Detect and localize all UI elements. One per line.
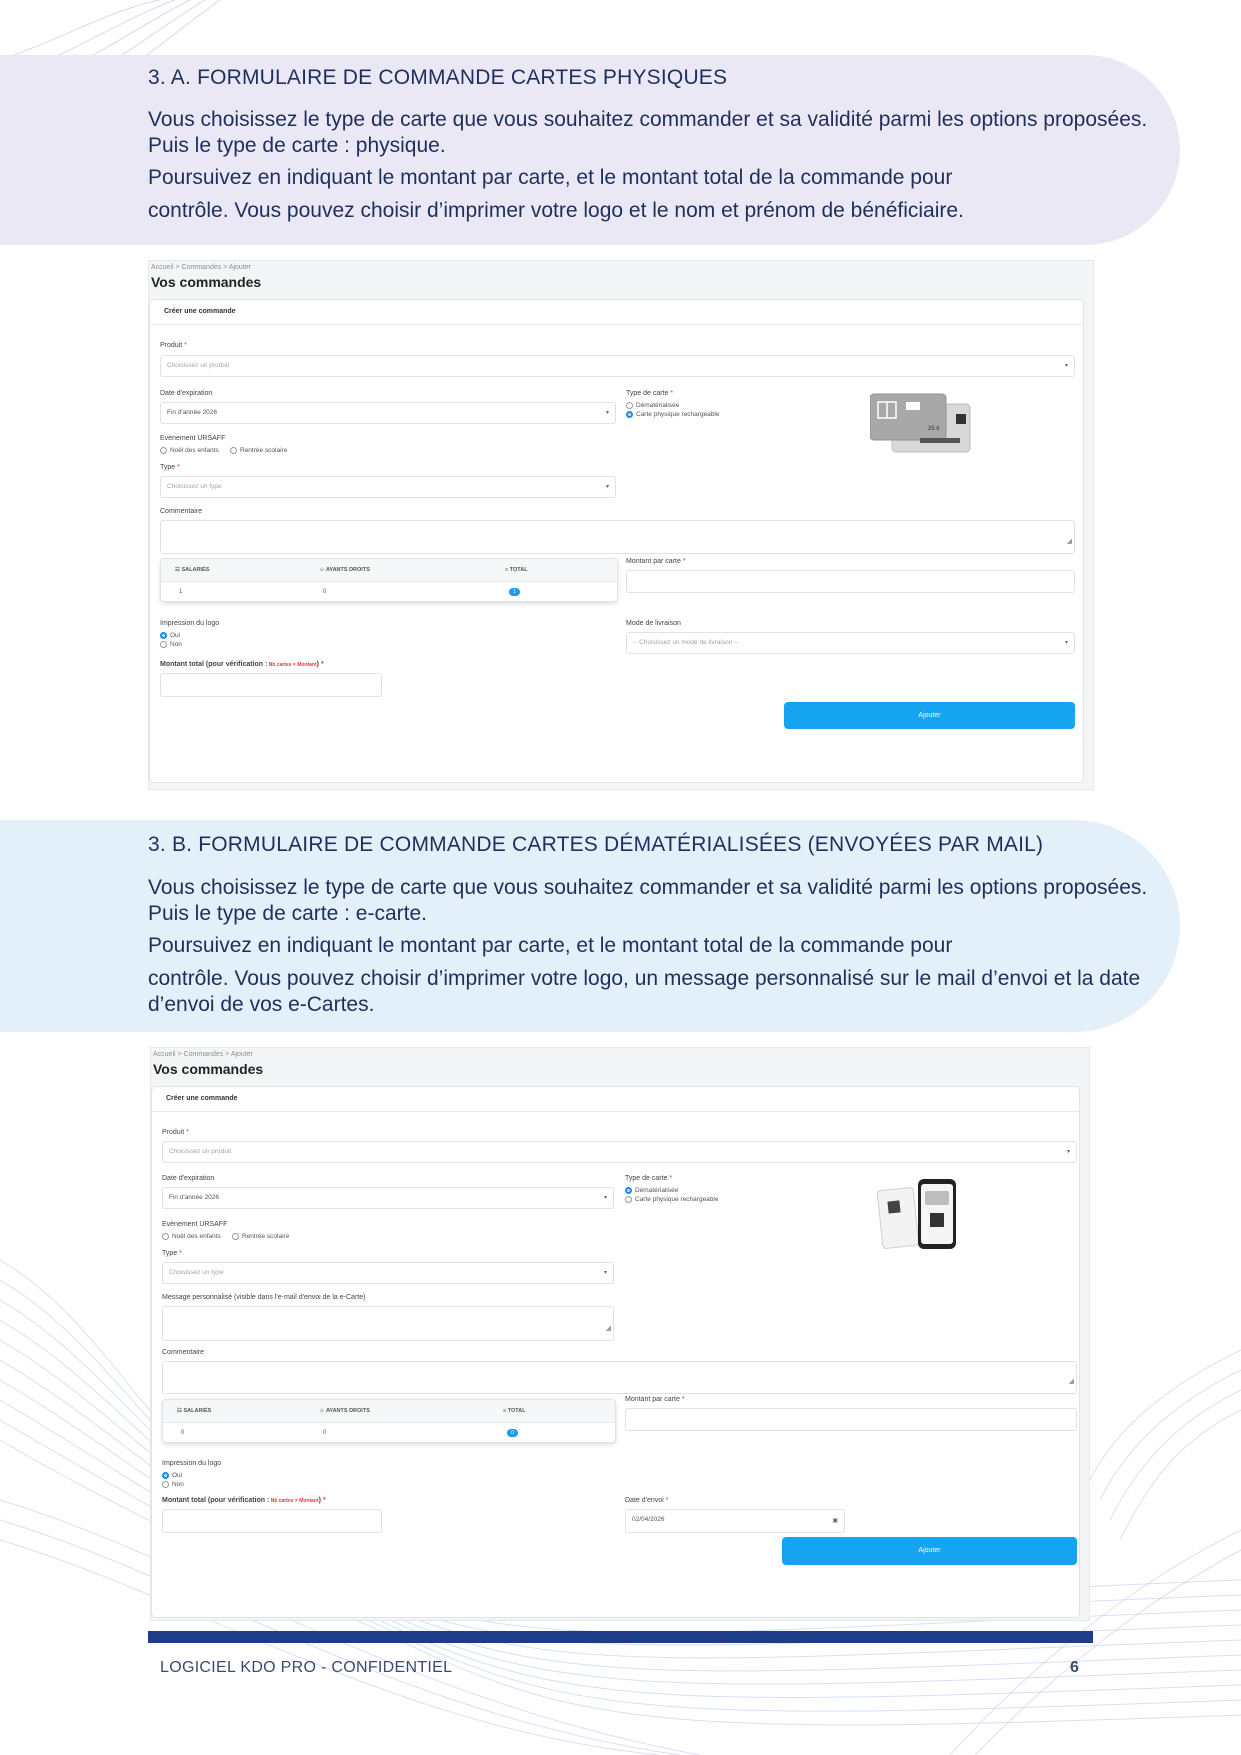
chevron-down-icon: ▾ bbox=[1064, 363, 1068, 369]
order-form-card bbox=[151, 1086, 1080, 1618]
logo-option-non[interactable]: Non bbox=[162, 1481, 184, 1488]
produit-label: Produit * bbox=[162, 1129, 189, 1136]
date-expiration-label: Date d'expiration bbox=[162, 1175, 215, 1182]
urssaf-label: Evènement URSAFF bbox=[160, 435, 226, 442]
chevron-down-icon: ▾ bbox=[605, 410, 609, 416]
radio-selected-icon[interactable] bbox=[162, 1472, 169, 1479]
page-title: Vos commandes bbox=[153, 1061, 264, 1077]
chevron-down-icon: ▾ bbox=[603, 1270, 607, 1276]
section-a-title: 3. A. FORMULAIRE DE COMMANDE CARTES PHYSIQUES bbox=[148, 66, 728, 89]
breadcrumb[interactable]: Accueil > Commandes > Ajouter bbox=[153, 1051, 253, 1058]
section-a-line3: contrôle. Vous pouvez choisir d’imprimer votre logo et le nom et prénom de bénéficiaire. bbox=[148, 199, 964, 222]
commentaire-label: Commentaire bbox=[162, 1349, 205, 1356]
footer-label: LOGICIEL KDO PRO - CONFIDENTIEL bbox=[160, 1659, 453, 1676]
screenshot-ecard-form bbox=[150, 1047, 1090, 1621]
mode-livraison-select[interactable]: -- Choisissez un mode de livraison -- ▾ bbox=[626, 632, 1075, 654]
page-title: Vos commandes bbox=[151, 274, 262, 290]
section-b-title: 3. B. FORMULAIRE DE COMMANDE CARTES DÉMATÉRIALISÉES (ENVOYÉES PAR MAIL) bbox=[148, 833, 1044, 856]
radio-icon[interactable] bbox=[232, 1233, 239, 1240]
message-personnalise-label: Message personnalisé (visible dans l'e-mail d'envoi de la e-Carte) bbox=[162, 1294, 366, 1301]
column-header-ayants-droits: ☺ AYANTS DROITS bbox=[319, 567, 370, 573]
section-a-description bbox=[148, 107, 1158, 224]
section-a-line2: Poursuivez en indiquant le montant par carte, et le montant total de la commande pour bbox=[148, 166, 953, 189]
column-header-total: ≡ TOTAL bbox=[505, 567, 528, 573]
type-carte-label: Type de carte * bbox=[625, 1175, 673, 1182]
table-header bbox=[163, 1400, 615, 1423]
logo-option-non[interactable]: Non bbox=[160, 641, 182, 648]
table-header bbox=[161, 559, 617, 582]
type-carte-physique[interactable]: Carte physique rechargeable bbox=[625, 1196, 718, 1203]
date-envoi-label: Date d'envoi * bbox=[625, 1497, 669, 1504]
urssaf-option-rentree[interactable]: Rentrée scolaire bbox=[230, 447, 287, 454]
type-label: Type * bbox=[160, 464, 180, 471]
card-title: Créer une commande bbox=[166, 1095, 238, 1102]
type-carte-label: Type de carte * bbox=[626, 390, 674, 397]
sum-icon: ≡ bbox=[505, 567, 509, 573]
type-carte-dematerialisee[interactable]: Dématérialisée bbox=[626, 402, 679, 409]
logo-option-oui[interactable]: Oui bbox=[162, 1472, 182, 1479]
table-cell-ayants-droits: 0 bbox=[323, 1430, 327, 1436]
radio-icon[interactable] bbox=[162, 1233, 169, 1240]
calendar-icon[interactable]: ▣ bbox=[832, 1518, 838, 1524]
date-expiration-select[interactable]: Fin d'année 2026 ▾ bbox=[160, 402, 616, 424]
date-expiration-select[interactable]: Fin d'année 2026 ▾ bbox=[162, 1187, 614, 1209]
radio-icon[interactable] bbox=[626, 402, 633, 409]
section-b-line3: contrôle. Vous pouvez choisir d’imprimer votre logo, un message personnalisé sur le mail d’envoi et la date d’envoi de vos e-Cartes. bbox=[148, 967, 1141, 1016]
montant-par-carte-input[interactable] bbox=[625, 1408, 1077, 1431]
radio-icon[interactable] bbox=[230, 447, 237, 454]
resize-handle-icon[interactable]: ◢ bbox=[605, 1325, 611, 1332]
breadcrumb[interactable]: Accueil > Commandes > Ajouter bbox=[151, 264, 251, 271]
screenshot-physical-card-form bbox=[148, 260, 1094, 790]
users-icon: ☷ bbox=[177, 1408, 182, 1414]
table-cell-ayants-droits: 0 bbox=[323, 589, 327, 595]
sum-icon: ≡ bbox=[503, 1408, 507, 1414]
card-header bbox=[150, 300, 1083, 325]
urssaf-option-noel[interactable]: Noël des enfants bbox=[160, 447, 219, 454]
montant-par-carte-label: Montant par carte * bbox=[626, 558, 686, 565]
card-title: Créer une commande bbox=[164, 308, 236, 315]
radio-icon[interactable] bbox=[160, 447, 167, 454]
radio-icon[interactable] bbox=[162, 1481, 169, 1488]
chevron-down-icon: ▾ bbox=[605, 484, 609, 490]
physical-gift-card-illustration bbox=[870, 392, 980, 457]
radio-selected-icon[interactable] bbox=[160, 632, 167, 639]
type-carte-physique[interactable]: Carte physique rechargeable bbox=[626, 411, 719, 418]
resize-handle-icon[interactable]: ◢ bbox=[1066, 538, 1072, 545]
produit-label: Produit * bbox=[160, 342, 187, 349]
table-cell-salaries: 0 bbox=[181, 1430, 185, 1436]
commentaire-label: Commentaire bbox=[160, 508, 203, 515]
radio-selected-icon[interactable] bbox=[625, 1187, 632, 1194]
urssaf-label: Evènement URSAFF bbox=[162, 1221, 228, 1228]
montant-total-input[interactable] bbox=[162, 1509, 382, 1533]
date-envoi-input[interactable]: 02/04/2026 ▣ bbox=[625, 1509, 845, 1533]
table-cell-total-badge: 0 bbox=[507, 1429, 518, 1437]
footer-bar bbox=[148, 1631, 1093, 1643]
urssaf-option-noel[interactable]: Noël des enfants bbox=[162, 1233, 221, 1240]
page-number: 6 bbox=[1070, 1659, 1079, 1676]
date-expiration-label: Date d'expiration bbox=[160, 390, 213, 397]
resize-handle-icon[interactable]: ◢ bbox=[1068, 1378, 1074, 1385]
table-cell-total-badge: 1 bbox=[509, 588, 520, 596]
beneficiaries-table bbox=[162, 1399, 616, 1443]
chevron-down-icon: ▾ bbox=[1064, 640, 1068, 646]
message-personnalise-textarea[interactable] bbox=[162, 1306, 614, 1341]
type-carte-dematerialisee[interactable]: Dématérialisée bbox=[625, 1187, 678, 1194]
column-header-salaries: ☷ SALARIÉS bbox=[177, 1408, 212, 1414]
section-b-line2: Poursuivez en indiquant le montant par carte, et le montant total de la commande pour bbox=[148, 934, 953, 957]
impression-logo-label: Impression du logo bbox=[162, 1460, 222, 1467]
card-header bbox=[152, 1087, 1079, 1112]
ecard-phone-illustration bbox=[876, 1175, 966, 1255]
type-label: Type * bbox=[162, 1250, 182, 1257]
chevron-down-icon: ▾ bbox=[603, 1195, 607, 1201]
commentaire-textarea[interactable] bbox=[162, 1361, 1077, 1394]
ajouter-button[interactable]: Ajouter bbox=[784, 702, 1075, 729]
ajouter-button[interactable]: Ajouter bbox=[782, 1537, 1077, 1565]
order-form-card bbox=[149, 299, 1084, 783]
card-amount: 25 € bbox=[928, 426, 940, 432]
impression-logo-label: Impression du logo bbox=[160, 620, 220, 627]
produit-select[interactable]: Choisissez un produit ▾ bbox=[160, 355, 1075, 377]
column-header-salaries: ☷ SALARIÉS bbox=[175, 567, 210, 573]
mode-livraison-label: Mode de livraison bbox=[626, 620, 681, 627]
chevron-down-icon: ▾ bbox=[1066, 1149, 1070, 1155]
montant-total-input[interactable] bbox=[160, 673, 382, 697]
section-b-line1: Vous choisissez le type de carte que vous souhaitez commander et sa validité parmi les options proposées. Puis le type de carte : e-carte. bbox=[148, 876, 1148, 925]
montant-par-carte-input[interactable] bbox=[626, 570, 1075, 593]
produit-select[interactable]: Choisissez un produit ▾ bbox=[162, 1141, 1077, 1163]
montant-total-label: Montant total (pour vérification : Nb cartes × Montant) * bbox=[162, 1497, 326, 1504]
radio-selected-icon[interactable] bbox=[626, 411, 633, 418]
commentaire-textarea[interactable] bbox=[160, 520, 1075, 554]
radio-icon[interactable] bbox=[160, 641, 167, 648]
type-select[interactable]: Choisissez un type ▾ bbox=[160, 476, 616, 498]
montant-par-carte-label: Montant par carte * bbox=[625, 1396, 685, 1403]
section-b-description bbox=[148, 875, 1158, 1018]
montant-total-label: Montant total (pour vérification : Nb cartes × Montant) * bbox=[160, 661, 324, 668]
person-icon: ☺ bbox=[319, 1408, 325, 1414]
section-a-line1: Vous choisissez le type de carte que vous souhaitez commander et sa validité parmi les options proposées. Puis le type de carte : physique. bbox=[148, 108, 1148, 157]
person-icon: ☺ bbox=[319, 567, 325, 573]
table-cell-salaries: 1 bbox=[179, 589, 183, 595]
beneficiaries-table bbox=[160, 558, 618, 602]
radio-icon[interactable] bbox=[625, 1196, 632, 1203]
urssaf-option-rentree[interactable]: Rentrée scolaire bbox=[232, 1233, 289, 1240]
type-select[interactable]: Choisissez un type ▾ bbox=[162, 1262, 614, 1284]
column-header-ayants-droits: ☺ AYANTS DROITS bbox=[319, 1408, 370, 1414]
users-icon: ☷ bbox=[175, 567, 180, 573]
logo-option-oui[interactable]: Oui bbox=[160, 632, 180, 639]
column-header-total: ≡ TOTAL bbox=[503, 1408, 526, 1414]
